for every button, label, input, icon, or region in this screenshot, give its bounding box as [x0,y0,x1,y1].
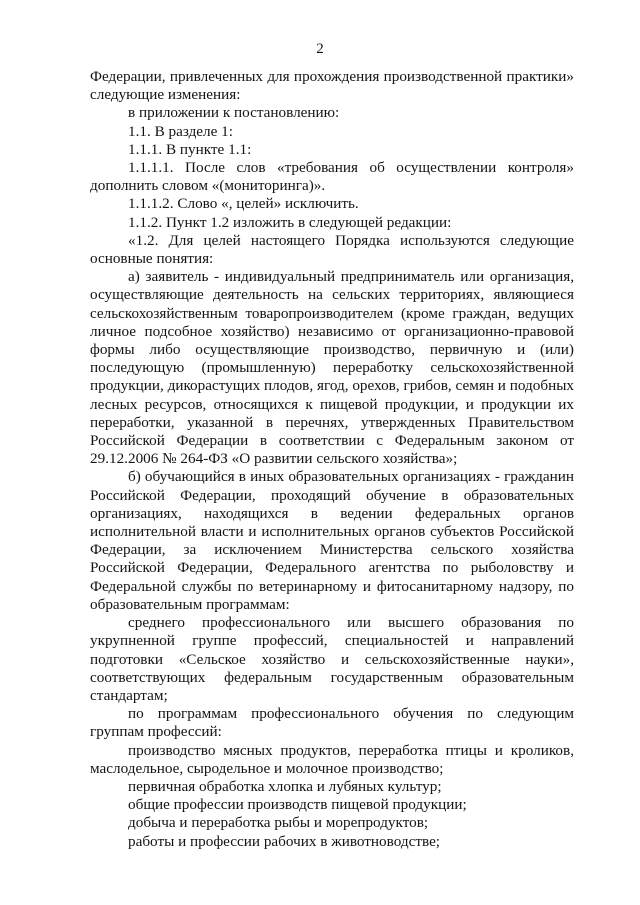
list-item-livestock: работы и профессии рабочих в животноводстве; [128,832,441,850]
paragraph-item-1-1: 1.1. В разделе 1: [128,122,233,140]
paragraph-item-1-1-1-2: 1.1.1.2. Слово «, целей» исключить. [128,195,359,213]
page-number: 2 [316,41,324,57]
paragraph-definitions-intro: «1.2. Для целей настоящего Порядка используются следующие основные понятия: [90,231,574,268]
paragraph-definition-b: б) обучающийся в иных образовательных организациях - гражданин Российской Федерации, проходящий обучение в образовательных организациях, находящихся в ведении федеральных органов исполнительной власти и исполнительных органов субъектов Российской Федерации, за исключением Министерства сельского хозяйства Российской Федерации, Федерального агентства по рыболовству и Федеральной службы по ветеринарному и фитосанитарному надзору, по образовательным программам: [90,468,574,613]
paragraph-intro: в приложении к постановлению: [128,104,340,122]
list-item-food-production: общие профессии производств пищевой продукции; [128,796,467,814]
list-item-meat-production: производство мясных продуктов, переработка птицы и кроликов, маслодельное, сыродельное и молочное производство; [90,741,574,777]
paragraph-professional-training: по программам профессионального обучения по следующим группам профессий: [90,705,574,741]
paragraph-definition-a: а) заявитель - индивидуальный предприниматель или организация, осуществляющие деятельность на сельских территориях, являющиеся сельскохозяйственным товаропроизводителем (кроме граждан, ведущих личное подсобное хозяйство) независимо от организационно-правовой формы либо осуществляющие производство, первичную и (или) последующую (промышленную) переработку сельскохозяйственной продукции, дикорастущих плодов, ягод, орехов, грибов, семян и подобных лесных ресурсов, относящихся к пищевой продукции, и продукции их переработки, указанной в перечнях, утвержденных Правительством Российской Федерации в соответствии с Федеральным законом от 29.12.2006 № 264-ФЗ «О развитии сельского хозяйства»; [90,268,574,468]
document-body [90,68,574,851]
paragraph-item-1-1-2: 1.1.2. Пункт 1.2 изложить в следующей редакции: [128,213,452,231]
paragraph-secondary-education: среднего профессионального или высшего образования по укрупненной группе профессий, специальностей и направлений подготовки «Сельское хозяйство и сельскохозяйственные науки», соответствующих федеральным государственным образовательным стандартам; [90,614,574,704]
list-item-fish-processing: добыча и переработка рыбы и морепродуктов; [128,814,429,832]
paragraph-continuation: Федерации, привлеченных для прохождения производственной практики» следующие изменения: [90,68,574,104]
paragraph-item-1-1-1-1: 1.1.1.1. После слов «требования об осуществлении контроля» дополнить словом «(мониторинга)». [90,159,574,195]
paragraph-item-1-1-1: 1.1.1. В пункте 1.1: [128,140,252,158]
list-item-cotton-processing: первичная обработка хлопка и лубяных культур; [128,777,442,795]
